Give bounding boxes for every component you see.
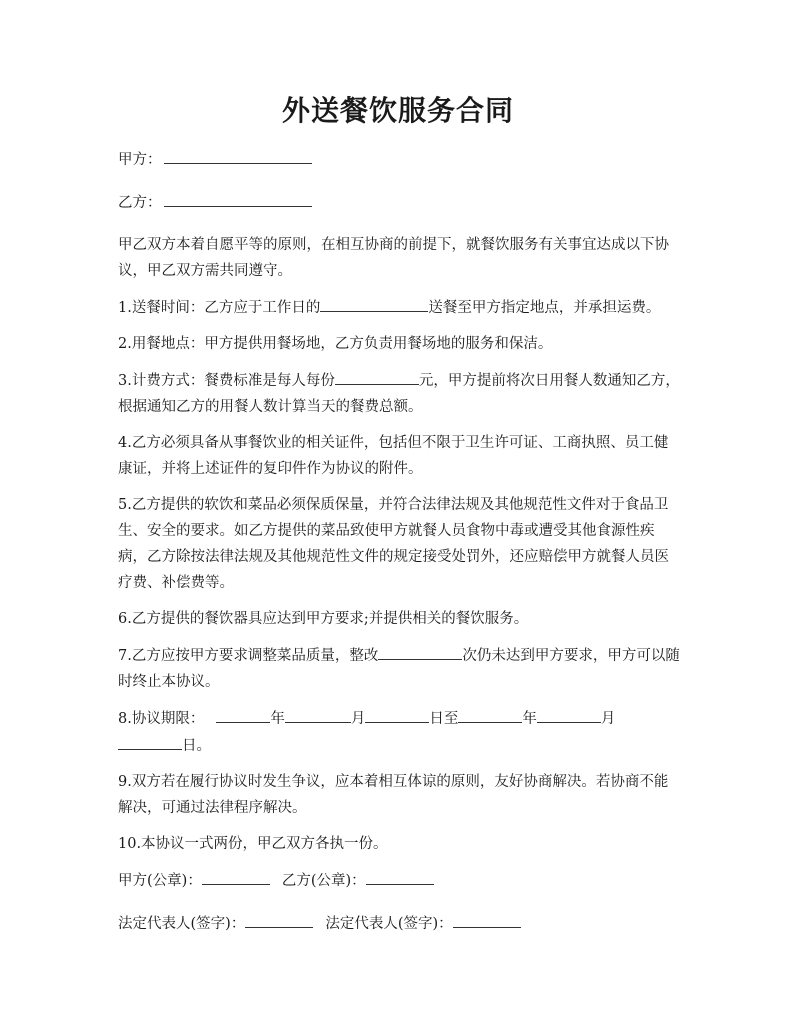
- document-title: 外送餐饮服务合同: [281, 94, 514, 127]
- start-day-blank[interactable]: [365, 705, 429, 723]
- representative-line: [118, 910, 682, 937]
- end-month-unit: 月: [600, 711, 616, 727]
- clause-2: 2.用餐地点：甲方提供用餐场地，乙方负责用餐场地的服务和保洁。: [118, 336, 553, 352]
- party-a-line: [118, 146, 682, 173]
- start-day-unit: 日至: [429, 711, 459, 727]
- party-a-blank[interactable]: [164, 146, 312, 164]
- clause-8: [118, 705, 682, 759]
- party-a-label: 甲方：: [118, 152, 162, 168]
- party-b-line: [118, 189, 682, 216]
- party-b-rep-blank[interactable]: [453, 910, 521, 928]
- clause-9: 9.双方若在履行协议时发生争议，应本着相互体谅的原则，友好协商解决。若协商不能解决，可通过法律程序解决。: [118, 774, 669, 816]
- intro-paragraph: 甲乙双方本着自愿平等的原则，在相互协商的前提下，就餐饮服务有关事宜达成以下协议，甲乙双方需共同遵守。: [118, 237, 669, 279]
- clause-1-text-b: 送餐至甲方指定地点，并承担运费。: [428, 300, 661, 316]
- end-year-blank[interactable]: [458, 705, 522, 723]
- end-day-blank[interactable]: [118, 732, 182, 750]
- start-year-unit: 年: [270, 711, 285, 727]
- end-year-unit: 年: [522, 711, 537, 727]
- clause-3: [118, 367, 682, 420]
- clause-7-text-a: 7.乙方应按甲方要求调整菜品质量，整改: [118, 648, 379, 664]
- party-b-blank[interactable]: [164, 189, 312, 207]
- party-b-label: 乙方：: [118, 195, 162, 211]
- party-a-seal-label: 甲方(公章)：: [118, 873, 202, 889]
- clause-7: [118, 642, 682, 695]
- clause-1-text-a: 1.送餐时间：乙方应于工作日的: [118, 300, 321, 316]
- start-month-blank[interactable]: [285, 705, 351, 723]
- start-year-blank[interactable]: [216, 705, 270, 723]
- party-a-rep-label: 法定代表人(签字)：: [118, 916, 246, 932]
- clause-5: 5.乙方提供的软饮和菜品必须保质保量，并符合法律法规及其他规范性文件对于食品卫生、安全的要求。如乙方提供的菜品致使甲方就餐人员食物中毒或遭受其他食源性疾病，乙方除按法律法规及其他规范性文件的规定接受处罚外，还应赔偿甲方就餐人员医疗费、补偿费等。: [118, 497, 669, 591]
- party-b-seal-blank[interactable]: [366, 867, 434, 885]
- clause-1: [118, 294, 682, 321]
- clause-7-text-b: 次仍未达到甲方要求，甲方可以随时终止本协议。: [118, 648, 680, 690]
- start-month-unit: 月: [350, 711, 366, 727]
- party-a-rep-blank[interactable]: [245, 910, 313, 928]
- party-b-seal-label: 乙方(公章)：: [281, 873, 366, 889]
- meal-price-blank[interactable]: [335, 367, 419, 385]
- contract-body: [118, 146, 682, 953]
- rectification-count-blank[interactable]: [378, 642, 462, 660]
- clause-10: 10.本协议一式两份，甲乙双方各执一份。: [118, 836, 388, 852]
- clause-6: 6.乙方提供的餐饮器具应达到甲方要求;并提供相关的餐饮服务。: [118, 611, 529, 627]
- delivery-time-blank[interactable]: [320, 294, 428, 312]
- end-day-unit: 日。: [182, 738, 211, 754]
- clause-8-label: 8.协议期限：: [118, 711, 205, 727]
- clause-3-text-b: 元，甲方提前将次日用餐人数通知乙方，根据通知乙方的用餐人数计算当天的餐费总额。: [118, 373, 680, 415]
- party-b-rep-label: 法定代表人(签字)：: [325, 916, 453, 932]
- clause-4: 4.乙方必须具备从事餐饮业的相关证件，包括但不限于卫生许可证、工商执照、员工健康证，并将上述证件的复印件作为协议的附件。: [118, 435, 669, 477]
- end-month-blank[interactable]: [537, 705, 601, 723]
- party-a-seal-blank[interactable]: [202, 867, 270, 885]
- clause-3-text-a: 3.计费方式：餐费标准是每人每份: [118, 373, 335, 389]
- seal-line: [118, 867, 682, 894]
